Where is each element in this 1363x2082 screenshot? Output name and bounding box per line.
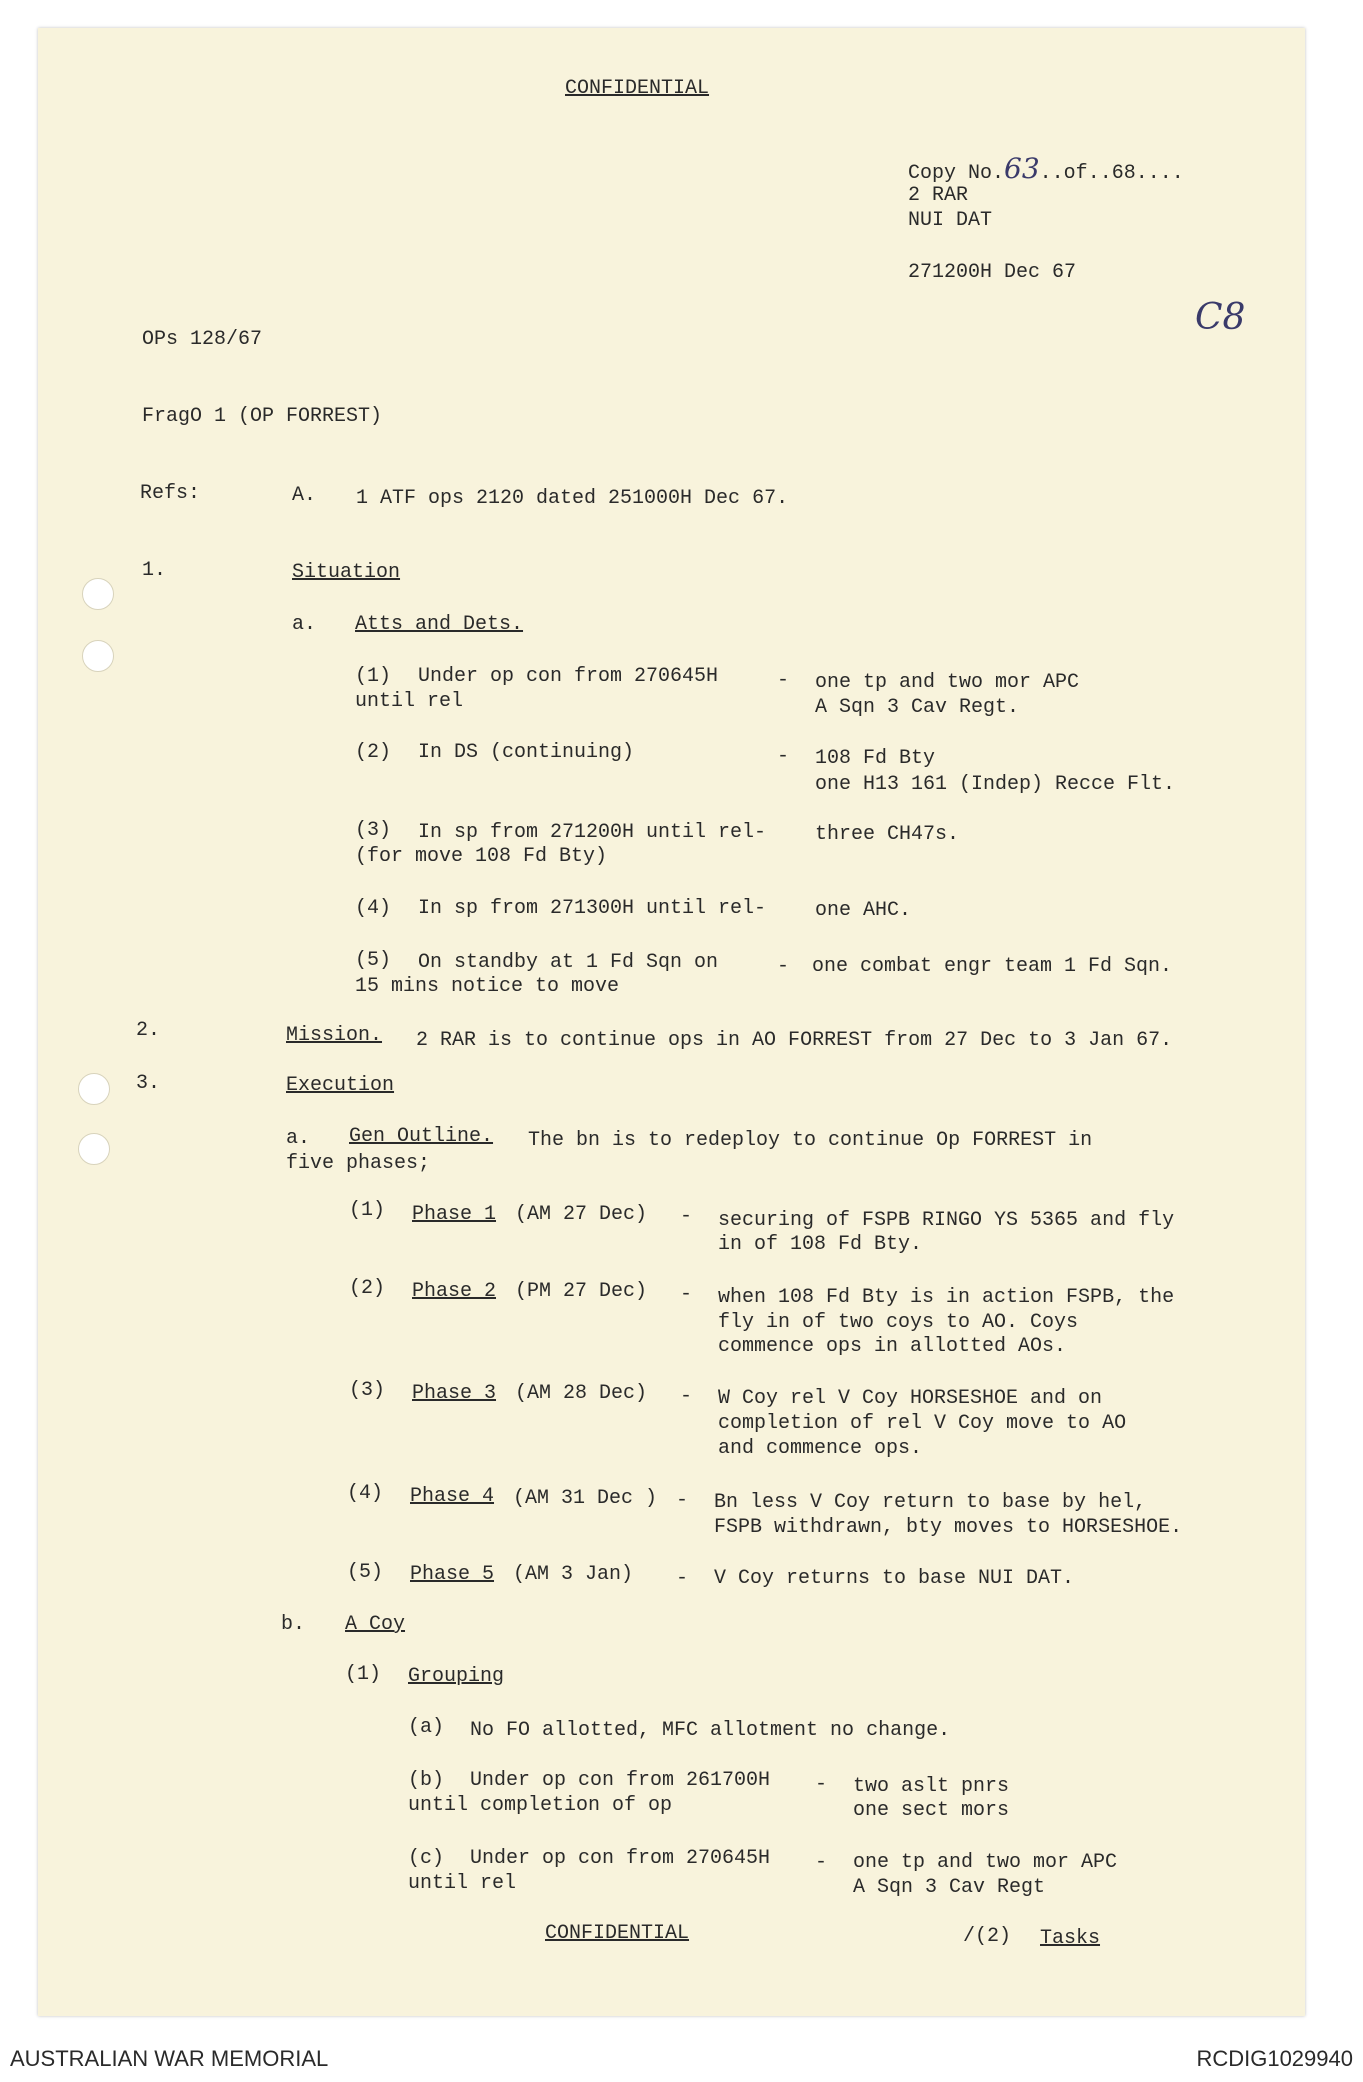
sub-letter: a. <box>286 1127 311 1150</box>
continuation-marker: /(2) <box>963 1925 1012 1948</box>
refs-letter: A. <box>292 484 317 507</box>
unit-name: 2 RAR <box>908 184 969 207</box>
sub-heading: A Coy <box>345 1613 406 1636</box>
grouping-heading: Grouping <box>408 1665 505 1688</box>
outline-text: The bn is to redeploy to continue Op FORREST in <box>528 1129 1093 1152</box>
outline-text: five phases; <box>286 1152 431 1175</box>
ops-reference: OPs 128/67 <box>142 328 263 351</box>
para-heading: Situation <box>292 561 401 584</box>
continuation-word: Tasks <box>1040 1927 1101 1950</box>
punch-hole <box>82 640 114 672</box>
refs-text: 1 ATF ops 2120 dated 251000H Dec 67. <box>356 487 789 510</box>
unit-location: NUI DAT <box>908 209 993 232</box>
para-number: 2. <box>136 1019 161 1042</box>
sub-heading: Atts and Dets. <box>355 613 524 636</box>
para-number: 1. <box>142 559 167 582</box>
punch-hole <box>78 1073 110 1105</box>
para-heading: Mission. <box>286 1024 383 1047</box>
date-time-group: 271200H Dec 67 <box>908 261 1077 284</box>
punch-hole <box>78 1133 110 1165</box>
punch-hole <box>82 578 114 610</box>
archive-id: RCDIG1029940 <box>1196 2046 1353 2071</box>
grouping-number: (1) <box>345 1663 382 1686</box>
handwritten-mark: C8 <box>1195 297 1246 338</box>
archive-name: AUSTRALIAN WAR MEMORIAL <box>10 2046 329 2071</box>
refs-label: Refs: <box>140 482 201 505</box>
sub-heading: Gen Outline. <box>349 1125 494 1148</box>
para-number: 3. <box>136 1072 161 1095</box>
sub-letter: a. <box>292 613 317 636</box>
para-heading: Execution <box>286 1074 395 1097</box>
sub-letter: b. <box>281 1613 306 1636</box>
copy-number: Copy No.63..of..68.... <box>908 152 1184 185</box>
mission-text: 2 RAR is to continue ops in AO FORREST from 27 Dec to 3 Jan 67. <box>416 1029 1173 1052</box>
classification-footer: CONFIDENTIAL <box>545 1922 690 1945</box>
classification-header: CONFIDENTIAL <box>565 77 710 100</box>
frago-title: FragO 1 (OP FORREST) <box>142 405 383 428</box>
